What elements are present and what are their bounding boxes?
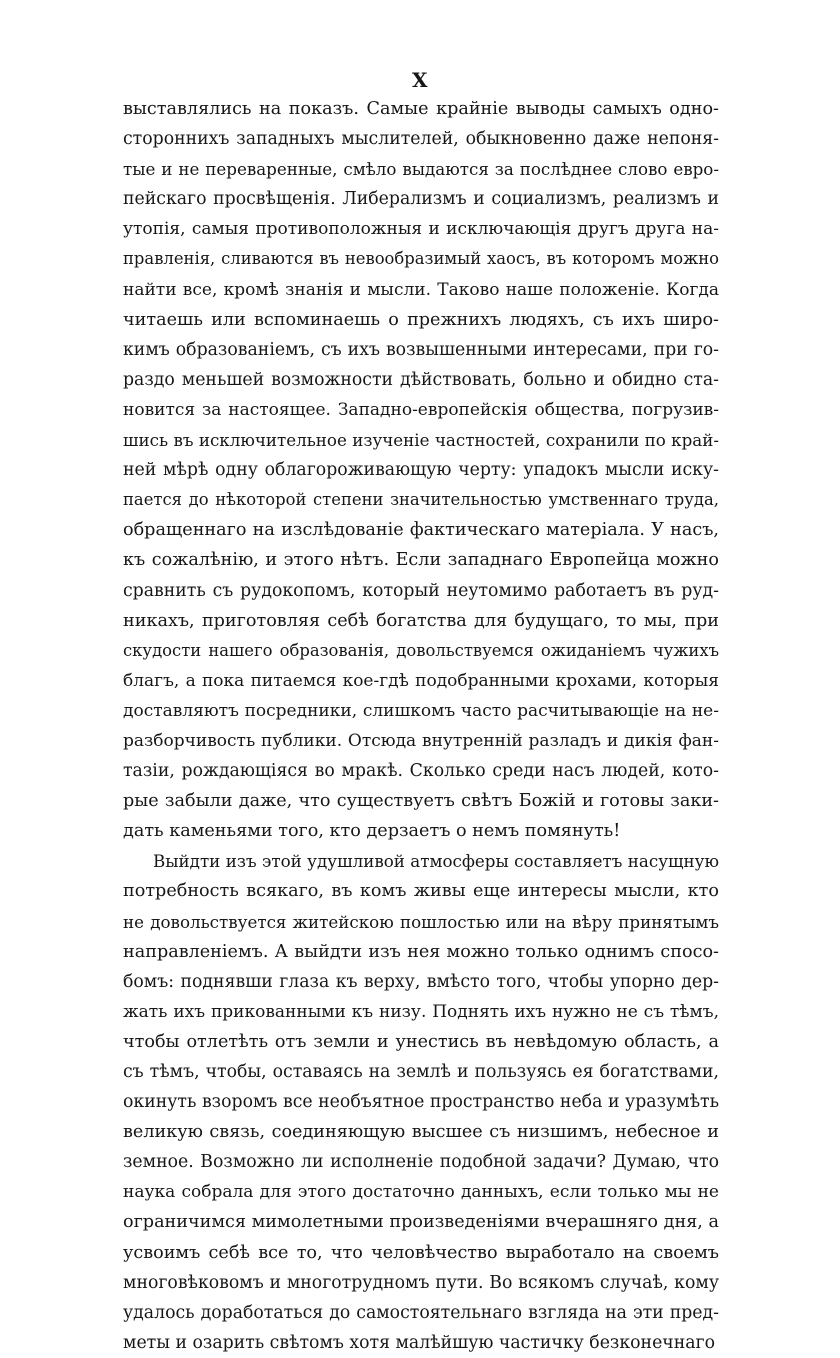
- text-line: пейскаго просвѣщенія. Либерализмъ и социализмъ, реализмъ и: [123, 189, 719, 210]
- text-line: не довольствуется житейскою пошлостью или на вѣру принятымъ: [123, 911, 719, 932]
- text-line: потребность всякаго, въ комъ живы еще интересы мысли, кто: [123, 881, 719, 902]
- text-line: чтобы отлетѣть отъ земли и унестись въ невѣдомую область, а: [123, 1031, 719, 1052]
- text-line: ограничимся мимолетными произведеніями вчерашняго дня, а: [123, 1212, 719, 1233]
- text-line: найти все, кромѣ знанія и мысли. Таково наше положеніе. Когда: [123, 279, 719, 300]
- text-line: раздо меньшей возможности дѣйствовать, больно и обидно ста-: [123, 369, 719, 390]
- paragraph-2: [123, 846, 719, 1358]
- text-line: кимъ образованіемъ, съ ихъ возвышенными интересами, при го-: [123, 339, 719, 360]
- text-line: ней мѣрѣ одну облагороживающую черту: упадокъ мысли иску-: [123, 460, 719, 481]
- text-line: земное. Возможно ли исполненіе подобной задачи? Думаю, что: [123, 1152, 719, 1173]
- text-line: разборчивость публики. Отсюда внутренній разладъ и дикія фан-: [123, 730, 719, 751]
- text-line: рые забыли даже, что существуетъ свѣтъ Божій и готовы заки-: [123, 791, 719, 812]
- text-line: дать каменьями того, кто дерзаетъ о немъ помянуть!: [123, 821, 621, 842]
- text-line: пается до нѣкоторой степени значительностью умственнаго труда,: [123, 490, 719, 510]
- text-line: скудости нашего образованія, довольствуемся ожиданіемъ чужихъ: [123, 640, 719, 660]
- text-line: великую связь, соединяющую высшее съ низшимъ, небесное и: [123, 1122, 719, 1143]
- text-line: усвоимъ себѣ все то, что человѣчество выработало на своемъ: [123, 1242, 719, 1263]
- paragraph-1: [123, 94, 719, 846]
- text-line: Выйдти изъ этой удушливой атмосферы составляетъ насущную: [153, 851, 719, 872]
- text-line: выставлялись на показъ. Самые крайніе выводы самыхъ одно-: [123, 99, 719, 119]
- text-line: никахъ, приготовляя себѣ богатства для будущаго, то мы, при: [123, 610, 719, 631]
- text-line: новится за настоящее. Западно-европейскія общества, погрузив-: [123, 399, 719, 420]
- text-line: тазіи, рождающіяся во мракѣ. Сколько среди насъ людей, кото-: [123, 761, 719, 782]
- text-line: наука собрала для этого достаточно данныхъ, если только мы не: [123, 1182, 719, 1203]
- text-line: сравнить съ рудокопомъ, который неутомимо работаетъ въ руд-: [123, 580, 719, 601]
- text-line: доставляютъ посредники, слишкомъ часто расчитывающіе на не-: [123, 700, 719, 721]
- text-line: благъ, а пока питаемся кое-гдѣ подобранными крохами, которыя: [123, 670, 719, 691]
- text-line: утопія, самыя противоположныя и исключающія другъ друга на-: [123, 219, 719, 240]
- text-line: правленія, сливаются въ невообразимый хаосъ, въ которомъ можно: [123, 249, 719, 269]
- text-line: бомъ: поднявши глаза къ верху, вмѣсто того, чтобы упорно дер-: [123, 971, 719, 992]
- text-line: читаешь или вспоминаешь о прежнихъ людяхъ, съ ихъ широ-: [123, 309, 719, 330]
- body-text: [123, 94, 719, 1358]
- text-line: жать ихъ прикованными къ низу. Поднять ихъ нужно не съ тѣмъ,: [123, 1001, 719, 1022]
- text-line: обращеннаго на изслѣдованіе фактическаго матеріала. У насъ,: [123, 520, 719, 541]
- text-line: тые и не переваренные, смѣло выдаются за послѣднее слово евро-: [123, 159, 719, 180]
- text-line: стороннихъ западныхъ мыслителей, обыкновенно даже непоня-: [123, 129, 719, 150]
- text-line: направленіемъ. А выйдти изъ нея можно только однимъ спосо-: [123, 941, 719, 962]
- text-line: шись въ исключительное изученіе частностей, сохранили по край-: [123, 430, 719, 451]
- text-line: къ сожалѣнію, и этого нѣтъ. Если западнаго Европейца можно: [123, 550, 719, 571]
- text-line: меты и озарить свѣтомъ хотя малѣйшую частичку безконечнаго: [123, 1332, 716, 1353]
- text-line: съ тѣмъ, чтобы, оставаясь на землѣ и пользуясь ея богатствами,: [123, 1062, 719, 1082]
- text-line: многовѣковомъ и многотрудномъ пути. Во всякомъ случаѣ, кому: [123, 1272, 719, 1293]
- page-number: X: [411, 68, 429, 92]
- text-line: удалось доработаться до самостоятельнаго взгляда на эти пред-: [123, 1302, 719, 1323]
- text-line: окинуть взоромъ все необъятное пространство неба и уразумѣть: [123, 1092, 719, 1113]
